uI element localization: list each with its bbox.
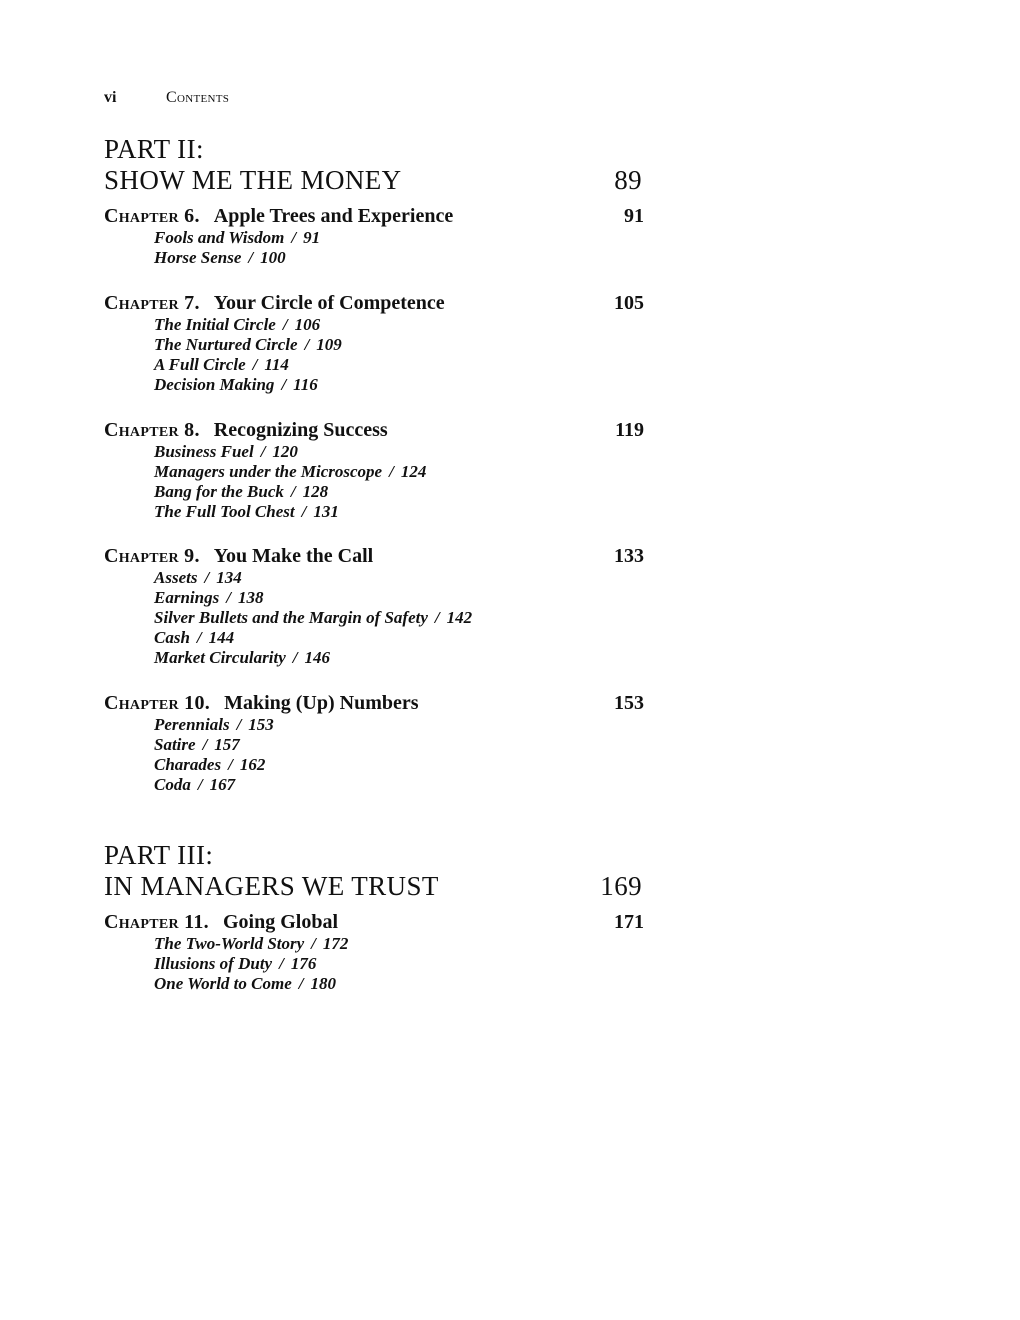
section-page-number: 131 (313, 502, 339, 521)
section-list (104, 934, 644, 994)
section-page-number: 120 (272, 442, 298, 461)
chapter-page-number: 133 (614, 545, 644, 567)
section-page-number: 116 (293, 375, 318, 394)
section-entry: Perennials / 153 (154, 715, 274, 734)
section-title: Bang for the Buck (154, 482, 284, 501)
section-title: Horse Sense (154, 248, 242, 267)
part-title-line (104, 871, 644, 902)
chapter-entry-8 (104, 418, 644, 522)
chapter-label: Chapter 6. (104, 205, 200, 227)
part-label: PART III: (104, 840, 214, 870)
chapter-heading (104, 910, 644, 934)
section-title: Silver Bullets and the Margin of Safety (154, 608, 428, 627)
chapter-label: Chapter 8. (104, 419, 200, 441)
section-page-number: 162 (239, 755, 266, 774)
running-head-title: Contents (166, 89, 230, 106)
section-entry: Managers under the Microscope / 124 (154, 462, 427, 481)
section-page-number: 109 (316, 335, 342, 354)
part-heading-2 (104, 134, 644, 196)
section-page-number: 142 (446, 608, 473, 627)
section-entry: Earnings / 138 (154, 588, 264, 607)
section-entry: Business Fuel / 120 (154, 442, 298, 461)
section-list (104, 442, 644, 522)
chapter-page-number: 91 (624, 205, 644, 227)
section-page-number: 176 (290, 954, 317, 973)
section-entry: The Two-World Story / 172 (154, 934, 349, 953)
section-list (104, 228, 644, 268)
section-entry: The Initial Circle / 106 (154, 315, 321, 334)
chapter-title: Apple Trees and Experience (213, 205, 454, 227)
chapter-entry-9 (104, 544, 644, 668)
section-page-number: 172 (322, 934, 349, 953)
section-list (104, 568, 644, 668)
section-page-number: 146 (304, 648, 330, 667)
section-title: One World to Come (154, 974, 292, 993)
chapter-entry-6 (104, 204, 644, 268)
section-page-number: 100 (260, 248, 286, 267)
section-title: Earnings (154, 588, 220, 607)
section-page-number: 106 (294, 315, 321, 334)
section-entry: A Full Circle / 114 (154, 355, 289, 374)
section-title: Decision Making (154, 375, 275, 394)
section-title: Business Fuel (154, 442, 254, 461)
section-page-number: 91 (303, 228, 321, 247)
chapter-title: Going Global (222, 911, 339, 933)
section-title: The Full Tool Chest (154, 502, 295, 521)
section-entry: The Nurtured Circle / 109 (154, 335, 342, 354)
section-entry: Charades / 162 (154, 755, 266, 774)
chapter-label: Chapter 7. (104, 292, 200, 314)
part-label: PART II: (104, 134, 204, 164)
chapter-title: You Make the Call (213, 545, 374, 567)
section-page-number: 128 (302, 482, 329, 501)
chapter-page-number: 119 (615, 419, 644, 441)
section-page-number: 124 (400, 462, 427, 481)
section-entry: Assets / 134 (154, 568, 242, 587)
section-title: Managers under the Microscope (154, 462, 383, 481)
part-title-line (104, 165, 644, 196)
section-title: Market Circularity (154, 648, 286, 667)
page-folio: vi (104, 89, 117, 106)
section-entry: Satire / 157 (154, 735, 240, 754)
chapter-heading (104, 291, 644, 315)
chapter-title: Making (Up) Numbers (224, 692, 419, 714)
chapter-title: Your Circle of Competence (213, 292, 445, 314)
section-entry: Horse Sense / 100 (154, 248, 286, 267)
section-entry: Market Circularity / 146 (154, 648, 330, 667)
section-page-number: 157 (214, 735, 240, 754)
section-page-number: 114 (264, 355, 289, 374)
running-head (104, 88, 229, 108)
chapter-page-number: 105 (614, 292, 644, 314)
section-entry: Coda / 167 (154, 775, 236, 794)
chapter-label: Chapter 10. (104, 692, 211, 714)
chapter-label: Chapter 11. (104, 911, 209, 933)
chapter-entry-11 (104, 910, 644, 994)
chapter-entry-10 (104, 691, 644, 795)
section-entry: Fools and Wisdom / 91 (154, 228, 321, 247)
chapter-page-number: 171 (614, 911, 644, 933)
section-entry: Silver Bullets and the Margin of Safety / 142 (154, 608, 473, 627)
section-page-number: 138 (237, 588, 264, 607)
chapter-heading (104, 691, 644, 715)
part-page-number: 169 (600, 871, 642, 901)
section-title: The Two-World Story (154, 934, 305, 953)
chapter-heading (104, 544, 644, 568)
section-list (104, 315, 644, 395)
chapter-page-number: 153 (614, 692, 644, 714)
section-title: The Nurtured Circle (154, 335, 298, 354)
chapter-entry-7 (104, 291, 644, 395)
section-entry: Decision Making / 116 (154, 375, 318, 394)
chapter-heading (104, 204, 644, 228)
section-title: Satire (154, 735, 196, 754)
section-title: Fools and Wisdom (154, 228, 285, 247)
section-title: Coda (154, 775, 191, 794)
part-title: IN MANAGERS WE TRUST (104, 871, 439, 901)
section-title: The Initial Circle (154, 315, 276, 334)
part-page-number: 89 (614, 165, 642, 195)
section-entry: One World to Come / 180 (154, 974, 336, 993)
section-list (104, 715, 644, 795)
section-title: Perennials (154, 715, 230, 734)
part-title: SHOW ME THE MONEY (104, 165, 402, 195)
section-title: Assets (154, 568, 198, 587)
section-entry: Illusions of Duty / 176 (154, 954, 317, 973)
section-title: Charades (154, 755, 222, 774)
section-entry: Bang for the Buck / 128 (154, 482, 329, 501)
chapter-label: Chapter 9. (104, 545, 200, 567)
chapter-title: Recognizing Success (213, 419, 388, 441)
chapter-heading (104, 418, 644, 442)
section-page-number: 167 (209, 775, 236, 794)
section-title: A Full Circle (154, 355, 246, 374)
section-entry: The Full Tool Chest / 131 (154, 502, 339, 521)
section-title: Illusions of Duty (154, 954, 273, 973)
section-page-number: 134 (216, 568, 242, 587)
section-entry: Cash / 144 (154, 628, 235, 647)
section-page-number: 144 (208, 628, 235, 647)
section-title: Cash (154, 628, 190, 647)
section-page-number: 153 (248, 715, 274, 734)
part-heading-3 (104, 840, 644, 902)
section-page-number: 180 (310, 974, 336, 993)
